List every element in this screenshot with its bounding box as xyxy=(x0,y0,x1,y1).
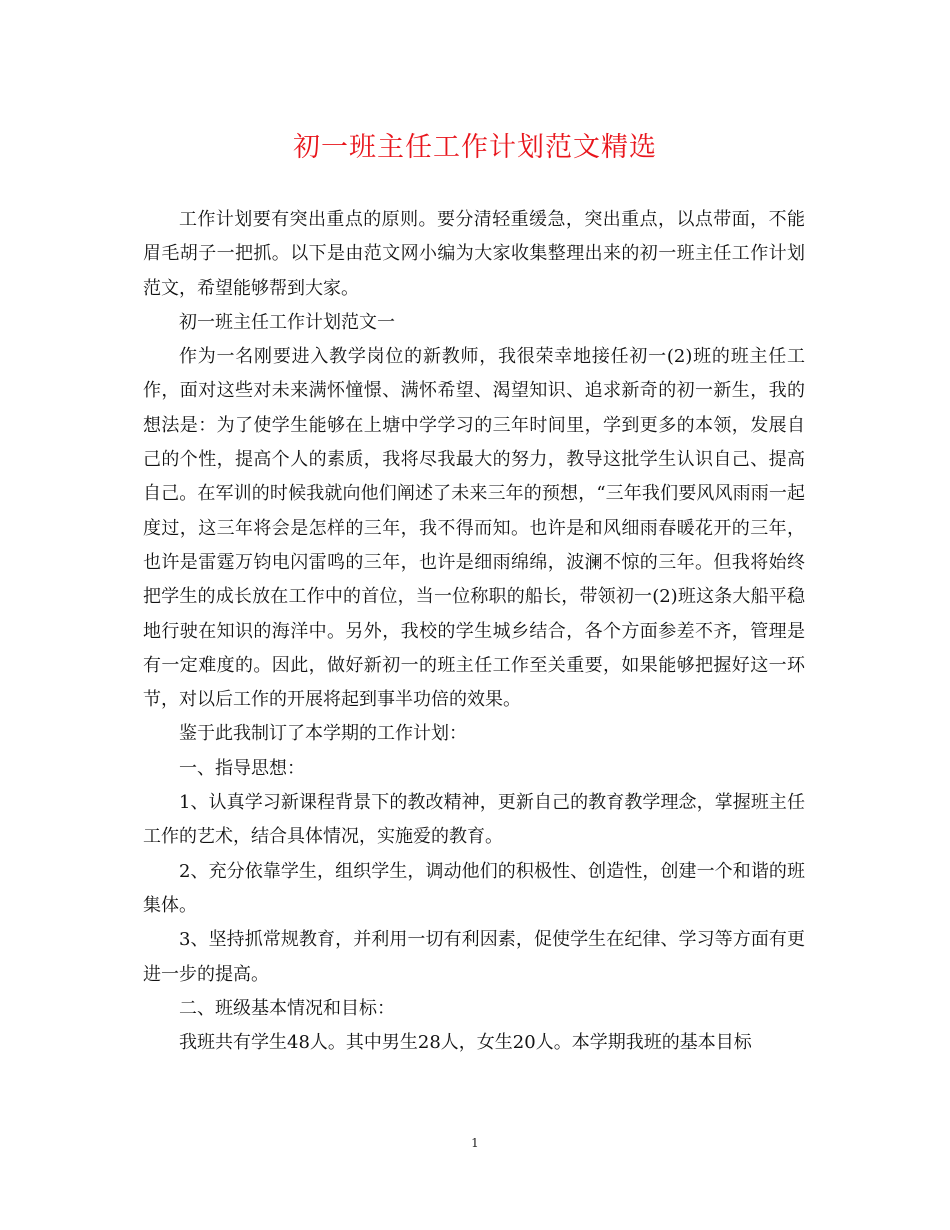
list-item-1: 1、认真学习新课程背景下的教改精神，更新自己的教育教学理念，掌握班主任工作的艺术，结合具体情况，实施爱的教育。 xyxy=(143,792,805,848)
page-number: 1 xyxy=(471,1136,479,1150)
section-heading-class-situation: 二、班级基本情况和目标： xyxy=(179,997,395,1019)
section-heading-sample-one: 初一班主任工作计划范文一 xyxy=(179,311,395,333)
list-item-2: 2、充分依靠学生，组织学生，调动他们的积极性、创造性，创建一个和谐的班集体。 xyxy=(143,860,805,916)
paragraph-teacher-statement: 作为一名刚要进入教学岗位的新教师，我很荣幸地接任初一(2)班的班主任工作，面对这些对未来满怀憧憬、满怀希望、渴望知识、追求新奇的初一新生，我的想法是：为了使学生能够在上塘中学学习的三年时间里，学到更多的本领，发展自己的个性，提高个人的素质，我将尽我最大的努力，教导这批学生认识自己、提高自己。在军训的时候我就向他们阐述了未来三年的预想，“三年我们要风风雨雨一起度过，这三年将会是怎样的三年，我不得而知。也许是和风细雨春暖花开的三年，也许是雷霆万钧电闪雷鸣的三年，也许是细雨绵绵，波澜不惊的三年。但我将始终把学生的成长放在工作中的首位，当一位称职的船长，带领初一(2)班这条大船平稳地行驶在知识的海洋中。另外，我校的学生城乡结合，各个方面参差不齐，管理是有一定难度的。因此，做好新初一的班主任工作至关重要，如果能够把握好这一环节，对以后工作的开展将起到事半功倍的效果。 xyxy=(143,346,805,711)
document-body xyxy=(143,203,805,1060)
list-item-3: 3、坚持抓常规教育，并利用一切有利因素，促使学生在纪律、学习等方面有更进一步的提高。 xyxy=(143,929,805,985)
paragraph-intro: 工作计划要有突出重点的原则。要分清轻重缓急，突出重点，以点带面，不能眉毛胡子一把抓。以下是由范文网小编为大家收集整理出来的初一班主任工作计划范文，希望能够帮到大家。 xyxy=(143,209,805,299)
document-title: 初一班主任工作计划范文精选 xyxy=(293,132,657,163)
paragraph-class-stats: 我班共有学生48人。其中男生28人，女生20人。本学期我班的基本目标 xyxy=(179,1032,752,1054)
paragraph-plan-lead: 鉴于此我制订了本学期的工作计划： xyxy=(179,723,467,745)
section-heading-guiding-ideology: 一、指导思想： xyxy=(179,757,305,779)
